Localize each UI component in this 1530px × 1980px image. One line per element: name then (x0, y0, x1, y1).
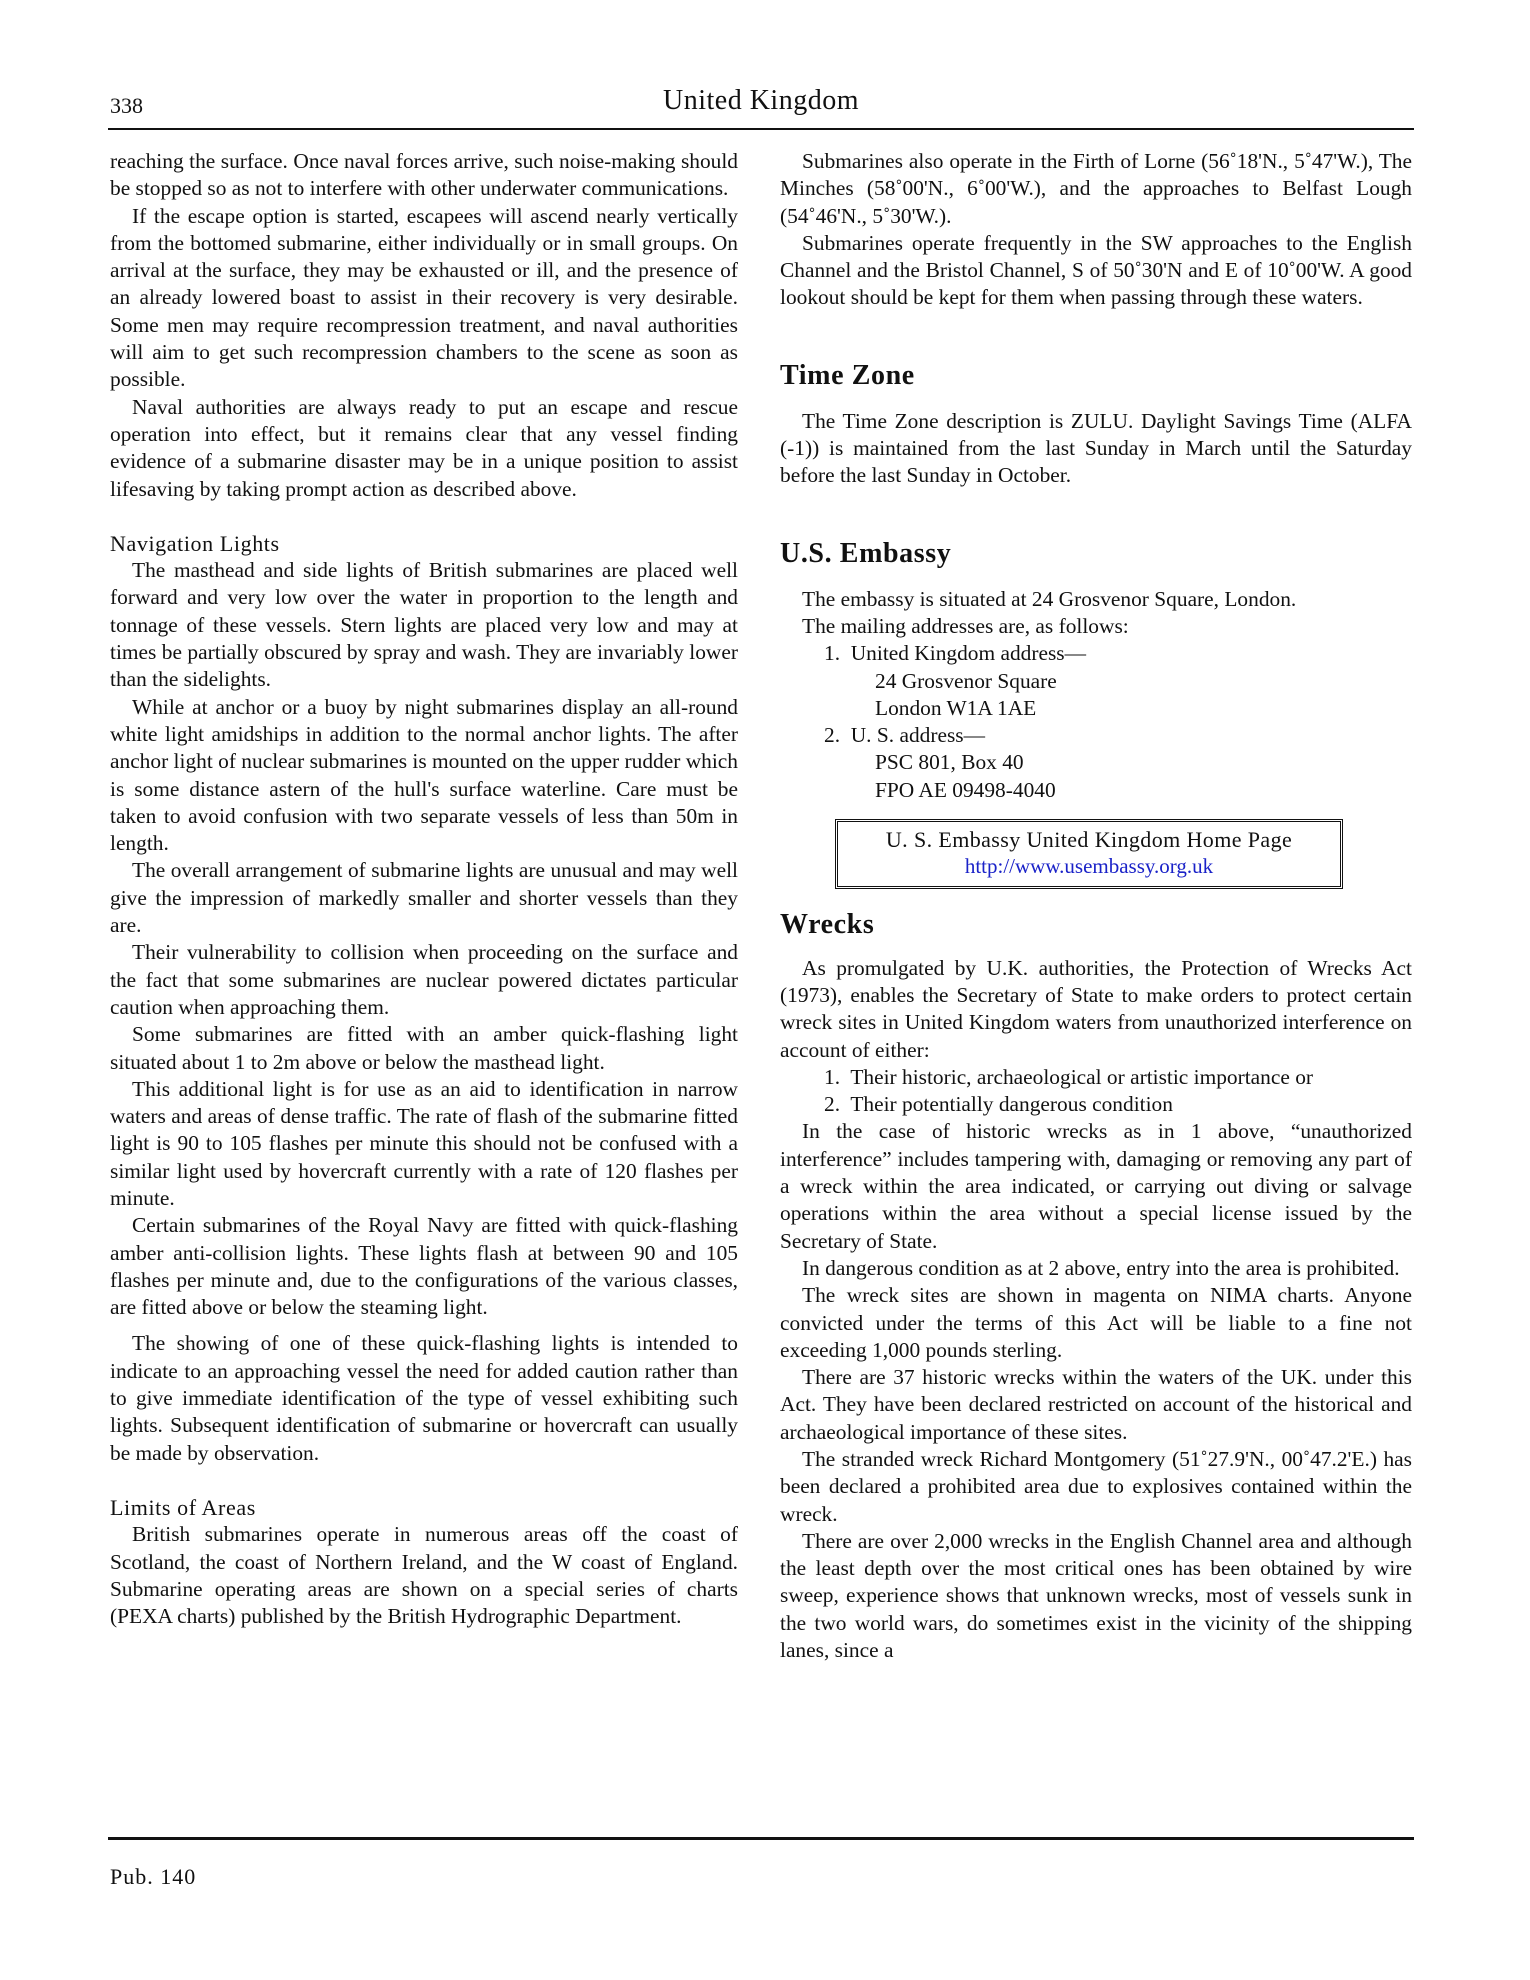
page-number: 338 (110, 93, 143, 118)
paragraph: If the escape option is started, escapees will ascend nearly vertically from the bottomed submarine, either individually or in small groups. On arrival at the surface, they may be exhausted or ill, and the presence of an already lowered boast to assist in their recovery is very desirable. Some men may require recompression treatment, and naval authorities will aim to get such recompression chambers to the scene as soon as possible. (110, 203, 738, 392)
embassy-mailing-intro: The mailing addresses are, as follows: (802, 613, 1129, 638)
paragraph: Certain submarines of the Royal Navy are fitted with quick-flashing amber anti-collision lights. These lights flash at between 90 and 105 flashes per minute and, due to the configurations of the various classes, are fitted above or below the steaming light. (110, 1213, 738, 1320)
paragraph: British submarines operate in numerous areas off the coast of Scotland, the coast of Northern Ireland, and the W coast of England. Submarine operating areas are shown on a special series of charts (PEXA charts) published by the British Hydrographic Department. (110, 1522, 738, 1629)
footer-publication: Pub. 140 (110, 1864, 197, 1889)
address-line: London W1A 1AE (875, 695, 1037, 720)
paragraph: There are over 2,000 wrecks in the English Channel area and although the least depth over the most critical ones has been obtained by wire sweep, experience shows that unknown wrecks, most of vessels sunk in the two world wars, do sometimes exist in the vicinity of the shipping lanes, since a (780, 1528, 1412, 1663)
paragraph: The masthead and side lights of British submarines are placed well forward and very low over the water in proportion to the length and tonnage of these vessels. Stern lights are placed very low and may at times be partially obscured by spray and wash. They are invariably lower than the sidelights. (110, 558, 738, 692)
paragraph: The showing of one of these quick-flashing lights is intended to indicate to an approaching vessel the need for added caution rather than to give immediate identification of the type of vessel exhibiting such lights. Subsequent identification of submarine or hovercraft can usually be made by observation. (110, 1331, 738, 1465)
paragraph: The wreck sites are shown in magenta on NIMA charts. Anyone convicted under the terms of this Act will be liable to a fine not exceeding 1,000 pounds sterling. (780, 1283, 1412, 1362)
header-rule (108, 128, 1414, 130)
paragraph: The Time Zone description is ZULU. Daylight Savings Time (ALFA (-1)) is maintained from the last Sunday in March until the Saturday before the last Sunday in October. (780, 408, 1412, 488)
paragraph: While at anchor or a buoy by night submarines display an all-round white light amidships in addition to the normal anchor lights. The after anchor light of nuclear submarines is mounted on the upper rudder which is some distance astern of the hull's surface waterline. Care must be taken to avoid confusion with two separate vessels of less than 50m in length. (110, 694, 738, 856)
list-item: 1. Their historic, archaeological or artistic importance or (824, 1064, 1314, 1089)
us-embassy-title: U.S. Embassy (780, 537, 952, 569)
paragraph: As promulgated by U.K. authorities, the Protection of Wrecks Act (1973), enables the Secretary of State to make orders to protect certain wreck sites in United Kingdom waters from unauthorized interference on account of either: (780, 955, 1412, 1062)
left-column (110, 148, 738, 1630)
time-zone-title: Time Zone (780, 359, 915, 391)
address-line: 24 Grosvenor Square (875, 668, 1057, 693)
paragraph: Their vulnerability to collision when proceeding on the surface and the fact that some submarines are nuclear powered dictates particular caution when approaching them. (110, 940, 738, 1019)
address-label: 2. U. S. address— (824, 723, 986, 748)
embassy-address-line: The embassy is situated at 24 Grosvenor Square, London. (802, 586, 1297, 611)
paragraph: Some submarines are fitted with an amber quick-flashing light situated about 1 to 2m above or below the masthead light. (110, 1022, 738, 1074)
list-item: 2. Their potentially dangerous condition (824, 1092, 1173, 1117)
paragraph: Submarines operate frequently in the SW approaches to the English Channel and the Bristol Channel, S of 50˚30'N and E of 10˚00'W. A good lookout should be kept for them when passing through these waters. (780, 230, 1412, 310)
paragraph: There are 37 historic wrecks within the waters of the UK. under this Act. They have been declared restricted on account of the historical and archaeological importance of these sites. (780, 1365, 1412, 1444)
footer-rule (108, 1837, 1414, 1840)
page-header (110, 85, 1412, 125)
address-line: PSC 801, Box 40 (875, 750, 1024, 775)
navigation-lights-heading: Navigation Lights (110, 530, 280, 556)
address-label: 1. United Kingdom address— (824, 641, 1087, 666)
address-list (780, 640, 1412, 804)
paragraph: In the case of historic wrecks as in 1 above, “unauthorized interference” includes tampering with, damaging or removing any part of a wreck within the area indicated, or carrying out diving or salvage operations within the area without a special license issued by the Secretary of State. (780, 1119, 1412, 1253)
paragraph: In dangerous condition as at 2 above, entry into the area is prohibited. (802, 1255, 1400, 1280)
paragraph: Naval authorities are always ready to put an escape and rescue operation into effect, but it remains clear that any vessel finding evidence of a submarine disaster may be in a unique position to assist lifesaving by taking prompt action as described above. (110, 394, 738, 501)
embassy-link-box (835, 819, 1343, 889)
paragraph: The overall arrangement of submarine lights are unusual and may well give the impression of markedly smaller and shorter vessels than they are. (110, 858, 738, 938)
limits-of-areas-heading: Limits of Areas (110, 1494, 256, 1520)
embassy-home-page-link[interactable]: http://www.usembassy.org.uk (964, 854, 1214, 879)
right-column (780, 148, 1412, 1664)
embassy-link-title: U. S. Embassy United Kingdom Home Page (885, 827, 1293, 853)
address-line: FPO AE 09498-4040 (875, 777, 1056, 802)
paragraph: The stranded wreck Richard Montgomery (51˚27.9'N., 00˚47.2'E.) has been declared a prohibited area due to explosives contained within the wreck. (780, 1446, 1412, 1526)
paragraph: This additional light is for use as an aid to identification in narrow waters and areas of dense traffic. The rate of flash of the submarine fitted light is 90 to 105 flashes per minute this should not be confused with a similar light used by hovercraft currently with a rate of 120 flashes per minute. (110, 1076, 738, 1210)
paragraph: Submarines also operate in the Firth of Lorne (56˚18'N., 5˚47'W.), The Minches (58˚00'N., 6˚00'W.), and the approaches to Belfast Lough (54˚46'N., 5˚30'W.). (780, 149, 1412, 228)
paragraph: reaching the surface. Once naval forces arrive, such noise-making should be stopped so as not to interfere with other underwater communications. (110, 149, 738, 201)
wrecks-title: Wrecks (780, 908, 875, 940)
page-title: United Kingdom (663, 85, 859, 116)
